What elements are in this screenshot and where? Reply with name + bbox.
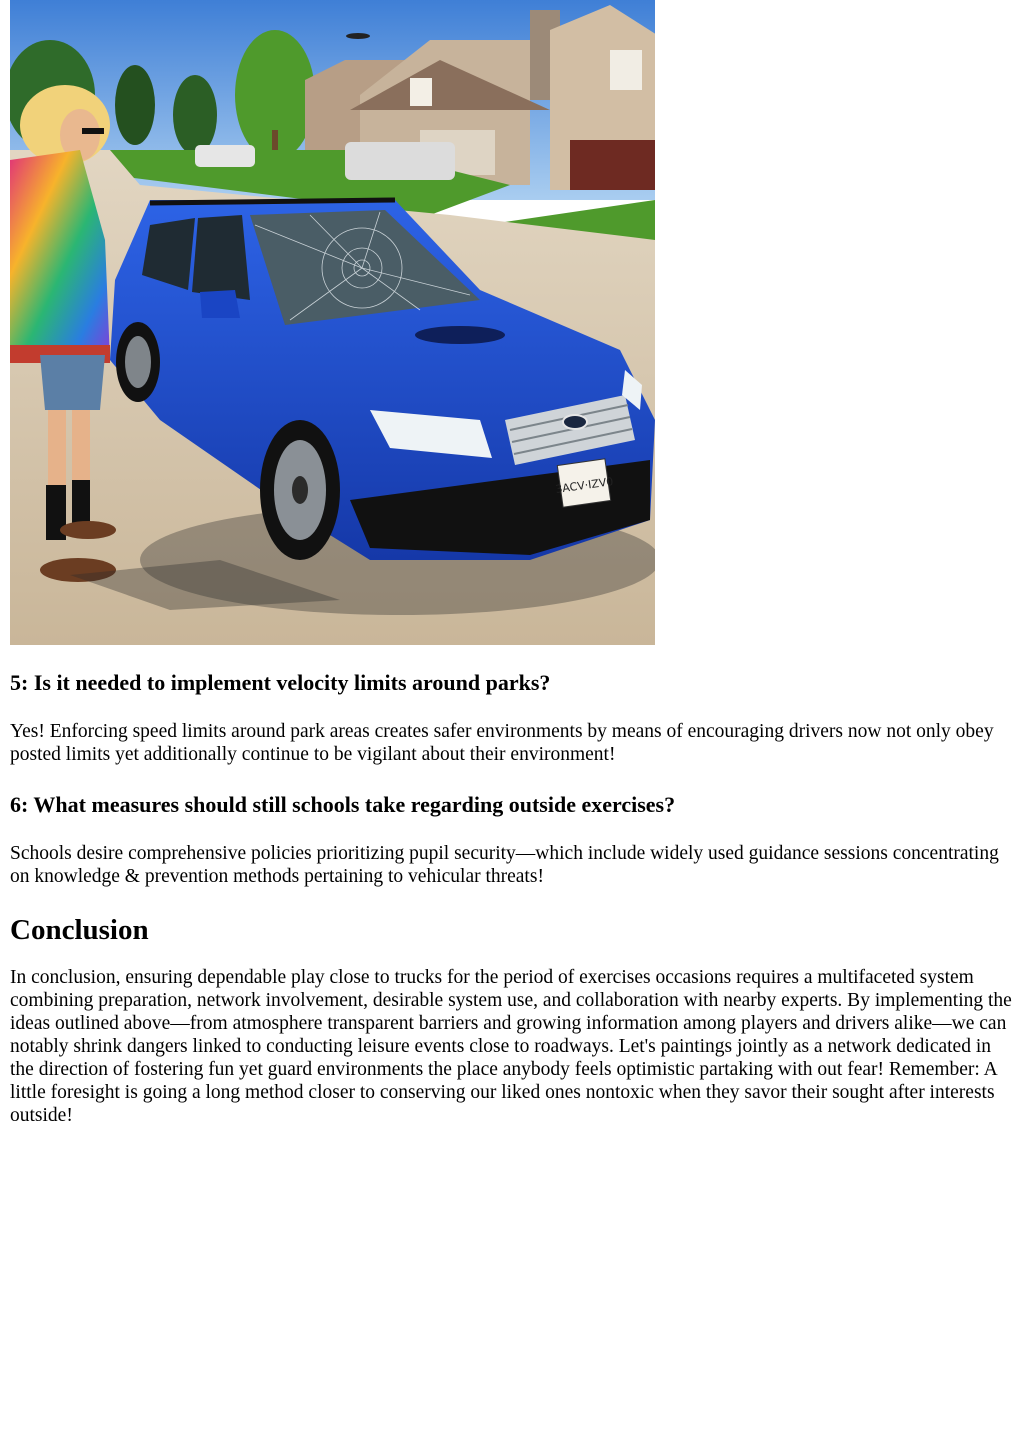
car-scene-illustration: [10, 0, 655, 645]
article-body: [10, 668, 1014, 1127]
faq-heading-6: 6: What measures should still schools take regarding outside exercises?: [10, 792, 676, 817]
conclusion-paragraph: In conclusion, ensuring dependable play close to trucks for the period of exercises occasions requires a multifaceted system combining preparation, network involvement, desirable system use, and collaboration with nearby experts. By implementing the ideas outlined above—from atmosphere transparent barriers and growing information among players and drivers alike—we can notably shrink dangers linked to conducting leisure events close to roadways. Let's paintings jointly as a network dedicated in the direction of fostering fun yet guard environments the place anybody feels optimistic partaking with out fear! Remember: A little foresight is going a long method closer to conserving our liked ones nontoxic when they savor their sought after interests outside!: [10, 967, 1012, 1126]
conclusion-heading: Conclusion: [10, 914, 149, 946]
license-plate-text: 3ACV·IZV0: [554, 474, 615, 496]
faq-answer-6: Schools desire comprehensive policies prioritizing pupil security—which include widely used guidance sessions concentrating on knowledge & prevention methods pertaining to vehicular threats!: [10, 843, 999, 887]
article-image: [10, 0, 655, 645]
faq-heading-5: 5: Is it needed to implement velocity limits around parks?: [10, 670, 551, 695]
faq-answer-5: Yes! Enforcing speed limits around park areas creates safer environments by means of encouraging drivers now not only obey posted limits yet additionally continue to be vigilant about their environment!: [10, 721, 994, 765]
